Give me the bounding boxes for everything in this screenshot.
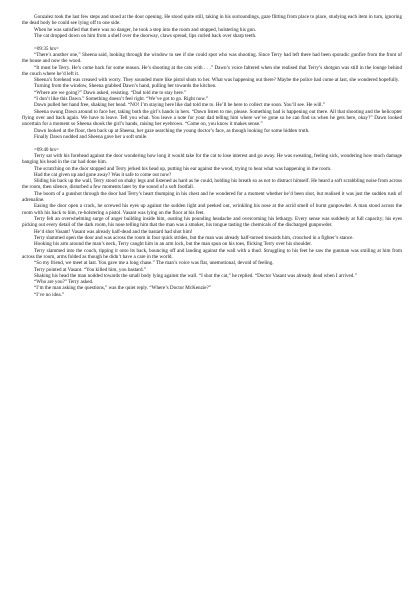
paragraph: “I’m the man asking the questions,” was the quiet reply. “Where’s Doctor McKenzie?”: [34, 285, 212, 292]
paragraph: Dawn looked at the floor, then back up at Sheena, her gaze searching the young doctor’s face, as though looking for some hidden truth.: [34, 127, 310, 134]
paragraph: Sheena’s forehead was creased with worry. They sounded more like pistol shots to her. What was happening out there? Maybe the police had come at last, she wondered hopefully.: [34, 77, 400, 84]
paragraph: Dawn pulled her hand free, shaking her head. “NO! I’m staying here like dad told me to. He’ll be here to collect me soon. You’ll see. He will.”: [34, 102, 326, 109]
paragraph: He’d shot Vasant! Vasant was already half-dead and the bastard had shot him!: [34, 228, 193, 235]
paragraph: Terry slammed into the couch, tipping it onto its back, bouncing off and landing against the wall with a thud. Struggling to his feet he saw the gunman was smiling at him from across the room, arms folded as though he didn’t have a care in the world.: [22, 247, 402, 260]
paragraph: “It must be Terry. He’s come back for some reason. He’s shooting at the cats with . . .” Dawn’s voice faltered when she realised that Terry’s shotgun was still in the lounge behind the couch where he’d left it.: [22, 64, 402, 77]
paragraph: “So my friend, we meet at last. You gave me a long chase.” The man’s voice was flat, unemotional, devoid of feeling.: [34, 260, 274, 267]
paragraph: “I don’t like this Dawn.” Something doesn’t feel right. “We’ve got to go. Right now.”: [34, 96, 209, 103]
paragraph: Sliding his back up the wall, Terry stood on shaky legs and listened as hard as he could, holding his breath so as not to distract himself. He heard a soft scrabbling noise from across the room, then silence, disturbed a few moments later by the sound of a soft footfall.: [22, 178, 402, 191]
paragraph: Terry sat with his forehead against the door wondering how long it would take for the cat to lose interest and go away. He was sweating, feeling sick, wondering how much damage banging his head in the car had done him.: [22, 152, 402, 166]
paragraph: Gonzalez took the last few steps and stood at the door opening. He stood quite still, taking in his surroundings, gaze flitting from place to place, studying each item in turn, ignoring the dead body he could see lying off to one side.: [22, 14, 402, 27]
time-heading: =09:35 hrs=: [34, 45, 59, 52]
paragraph: The boom of a gunshot through the door had Terry’s heart thumping in his chest and he wondered for a moment whether he’d been shot, but realised it was just the sudden rush of adrenaline.: [22, 190, 402, 204]
paragraph: Easing the door open a crack, he screwed his eyes up against the sudden light and peeked out, wrinkling his nose at the acrid smell of burnt gunpowder. A man stood across the room with his back to him, re-holstering a pistol. Vasant was lying on the floor at his feet.: [22, 203, 402, 216]
paragraph: Had the cat given up and gone away? Was it safe to come out now?: [34, 171, 172, 178]
paragraph: Turning from the window, Sheena grabbed Dawn’s hand, pulling her towards the kitchen.: [34, 83, 217, 90]
paragraph: “Where are we going?” Dawn asked, resisting. “Dad told me to stay here.”: [34, 89, 187, 96]
paragraph: Finally Dawn nodded and Sheena gave her a soft smile.: [34, 133, 148, 140]
paragraph: When he was satisfied that there was no danger, he took a step into the room and stopped, holstering his gun.: [34, 26, 257, 33]
paragraph: “There’s another one,” Sheena said, looking through the window to see if she could spot who was shooting. Since Terry had left there had been sporadic gunfire from the front of the house and now the wood.: [22, 51, 402, 65]
paragraph: “I’ve no idea.”: [34, 291, 65, 298]
paragraph: Sheena swung Dawn around to face her, taking both the girl’s hands in hers. “Dawn listen to me, please. Something bad is happening out there. All that shooting and the helicopter flying over and back again. We have to leave. Tell you what. You leave a note for your dad telling him where we’ve gone so he can find us when he gets here, okay?” Dawn looked uncertain for a moment so Sheena shook the girl’s hands, raising her eyebrows. “Come on, you know it makes sense.”: [22, 108, 402, 128]
paragraph: “Who are you?” Terry asked.: [34, 279, 94, 286]
paragraph: Terry slammed open the door and was across the room in four quick strides, but the man was already half-turned towards him, crouched in a fighter’s stance.: [34, 234, 354, 241]
paragraph: Terry felt an overwhelming surge of anger building inside him, ousting his pounding headache and overcoming his lethargy. Every sense was suddenly at full capacity; his eyes picking out every detail of the dark room, his nose telling him that the man was a smoker, his tongue tasting the chemicals of the discharged gunpowder.: [22, 216, 402, 229]
paragraph: The scratching on the door stopped and Terry jerked his head up, putting his ear against the wood, trying to hear what was happening in the room.: [34, 165, 332, 172]
time-heading: =09:40 hrs=: [34, 146, 59, 153]
paragraph: The cat dropped down on him from a shelf over the doorway, claws spread, lips curled back over sharp teeth.: [34, 32, 257, 39]
paragraph: Shaking his head the man nodded towards the small body lying against the wall. “I shot the cat,” he replied. “Doctor Vasant was already dead when I arrived.”: [34, 272, 357, 279]
paragraph: Terry pointed at Vasant. “You killed him, you bastard.”: [34, 266, 147, 273]
paragraph: Hooking his arm around the man’s neck, Terry caught him in an arm lock, but the man spun on his toes, flicking Terry over his shoulder.: [34, 241, 312, 248]
